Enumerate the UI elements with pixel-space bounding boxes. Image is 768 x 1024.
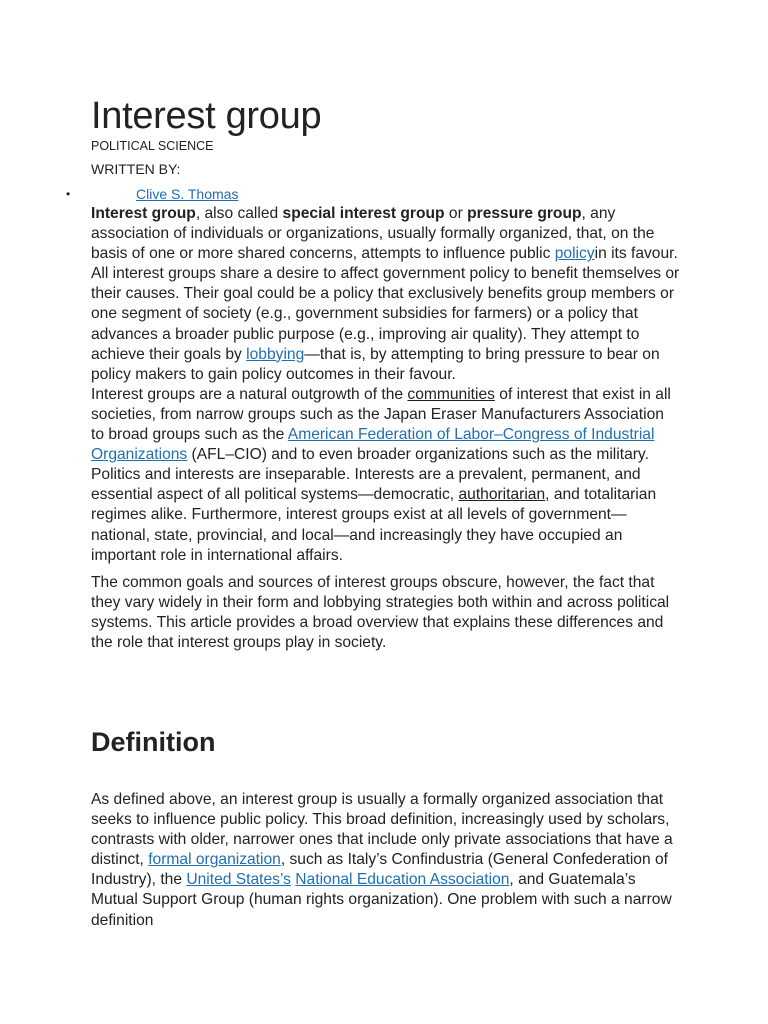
- link-lobbying[interactable]: lobbying: [246, 345, 305, 363]
- text-span: —that is, by attempting to bring pressure to bear on policy makers to gain policy outcomes in their favour.: [91, 345, 660, 383]
- text-span: (AFL–CIO) and to even broader organizations such as the military. Politics and interests are inseparable. Interests are a prevalent, permanent, and essential aspect of all political systems—democratic,: [91, 446, 649, 504]
- term-pressure-group: pressure group: [467, 205, 582, 222]
- overview-paragraph: The common goals and sources of interest groups obscure, however, the fact that they vary widely in their form and lobbying strategies both within and across political systems. This article provides a broad overview that explains these differences and the role that interest groups play in society.: [91, 573, 670, 651]
- article-category: POLITICAL SCIENCE: [91, 139, 214, 153]
- link-authoritarian[interactable]: authoritarian: [458, 486, 546, 504]
- definition-heading: Definition: [91, 727, 216, 757]
- term-special-interest-group: special interest group: [282, 205, 445, 222]
- text-span: , such as Italy’s Confindustria (General Confederation of Industry), the: [91, 851, 668, 889]
- outgrowth-paragraph: [91, 385, 681, 566]
- article-body: [91, 204, 681, 653]
- link-communities[interactable]: communities: [407, 385, 495, 403]
- text-span: , also called: [195, 205, 283, 222]
- link-policy[interactable]: policy: [554, 245, 595, 263]
- link-afl-cio[interactable]: American Federation of Labor–Congress of Industrial Organizations: [91, 426, 655, 464]
- link-national-education-association[interactable]: National Education Association: [295, 871, 510, 889]
- text-span: of interest that exist in all societies, from narrow groups such as the Japan Eraser Manufacturers Association to broad groups such as the: [91, 385, 671, 444]
- intro-paragraph: [91, 204, 681, 385]
- bullet-icon: •: [66, 187, 71, 201]
- written-by-label: WRITTEN BY:: [91, 161, 181, 177]
- text-span: in its favour. All interest groups share a desire to affect government policy to benefit themselves or their causes. Their goal could be a policy that exclusively benefits group members or one segment of society (e.g., government subsidies for farmers) or a policy that advances a broader public purpose (e.g., improving air quality). They attempt to achieve their goals by: [91, 245, 680, 363]
- text-span: , and Guatemala’s Mutual Support Group (human rights organization). One problem with such a narrow definition: [91, 871, 672, 929]
- link-united-states[interactable]: United States’s: [186, 871, 291, 889]
- author-link[interactable]: Clive S. Thomas: [136, 186, 239, 202]
- link-formal-organization[interactable]: formal organization: [148, 851, 281, 869]
- text-span: As defined above, an interest group is usually a formally organized association that seeks to influence public policy. This broad definition, increasingly used by scholars, contrasts with older, narrower ones that include only private associations that have a distinct,: [91, 791, 673, 869]
- definition-paragraph: [91, 790, 681, 931]
- text-span: Interest groups are a natural outgrowth of the: [91, 385, 408, 403]
- text-span: or: [444, 205, 468, 222]
- term-interest-group: Interest group: [91, 205, 196, 222]
- text-span: , any association of individuals or organizations, usually formally organized, that, on the basis of one or more shared concerns, attempts to influence public: [91, 205, 655, 263]
- text-span: , and totalitarian regimes alike. Furthermore, interest groups exist at all levels of government—national, state, provincial, and local—and increasingly they have occupied an important role in international affairs.: [91, 486, 657, 564]
- article-title: Interest group: [91, 95, 322, 137]
